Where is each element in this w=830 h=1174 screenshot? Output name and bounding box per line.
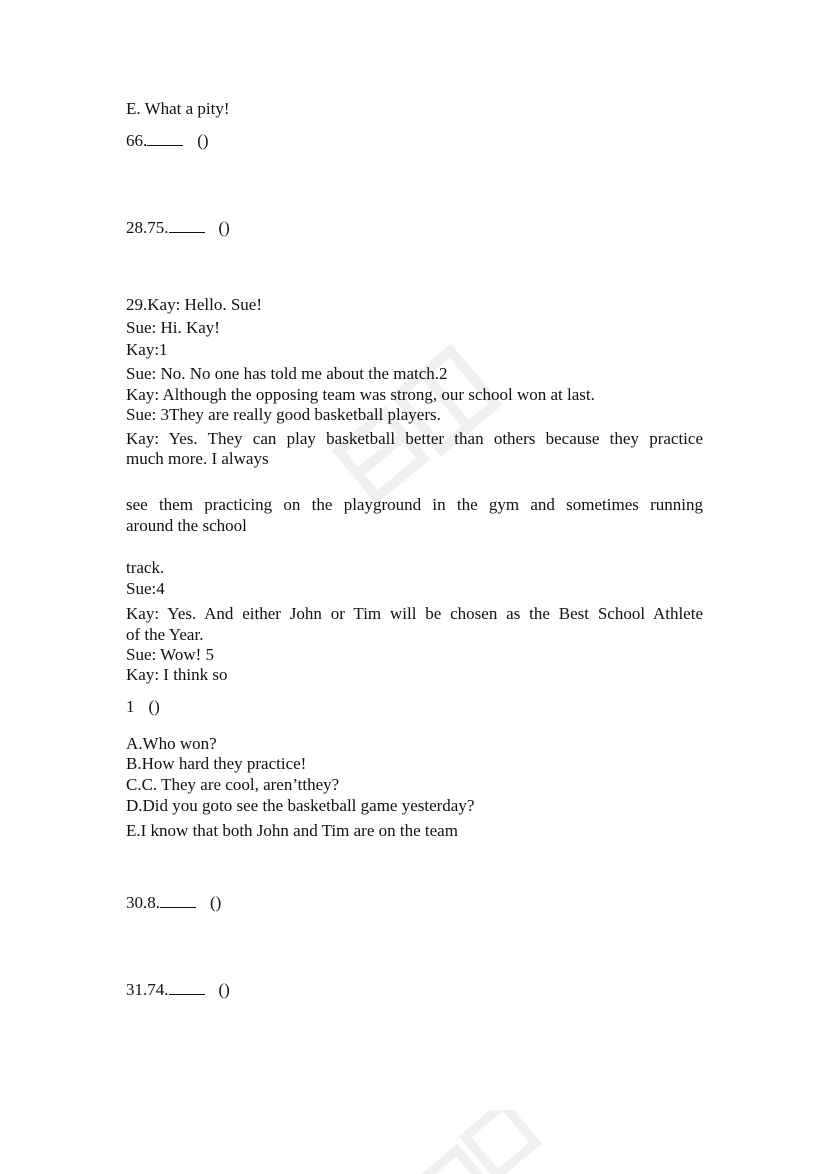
question-1 xyxy=(126,697,160,717)
option-e: E.I know that both John and Tim are on the team xyxy=(126,821,458,840)
dialogue-line: Sue: 3They are really good basketball players. xyxy=(126,405,441,424)
dialogue-line-wrap-b: of the Year. xyxy=(126,625,204,644)
dialogue-line: Sue: Wow! 5 xyxy=(126,645,215,664)
dialogue-line: Sue: No. No one has told me about the match.2 xyxy=(126,364,448,383)
option-e-what-a-pity: E. What a pity! xyxy=(126,99,230,118)
answer-paren: () xyxy=(218,218,230,237)
dialogue-line: Sue: Hi. Kay! xyxy=(126,318,220,337)
dialogue-line: Kay: I think so xyxy=(126,665,228,684)
option-c: C.C. They are cool, aren’tthey? xyxy=(126,775,340,794)
option-a: A.Who won? xyxy=(126,734,217,753)
dialogue-line: Kay:1 xyxy=(126,340,168,359)
answer-paren: () xyxy=(210,893,222,912)
dialogue-line: Kay: Although the opposing team was strong, our school won at last. xyxy=(126,385,595,404)
question-number: 66. xyxy=(126,131,148,150)
answer-blank[interactable] xyxy=(147,131,183,146)
answer-paren: () xyxy=(197,131,209,150)
dialogue-line: Sue:4 xyxy=(126,579,165,598)
option-b: B.How hard they practice! xyxy=(126,754,307,773)
dialogue-line: 29.Kay: Hello. Sue! xyxy=(126,295,262,314)
question-number: 30.8. xyxy=(126,893,160,912)
question-number: 1 xyxy=(126,697,135,716)
dialogue-line-wrap-b: around the school xyxy=(126,516,247,535)
question-28 xyxy=(126,218,230,238)
dialogue-line-wrap-b: much more. I always xyxy=(126,449,269,468)
dialogue-line-wrap-a: see them practicing on the playground in the gym and sometimes running xyxy=(126,495,703,514)
dialogue-line: track. xyxy=(126,558,165,577)
dialogue-line-wrap-a: Kay: Yes. They can play basketball better than others because they practice xyxy=(126,429,703,448)
question-66 xyxy=(126,131,209,151)
answer-paren: () xyxy=(148,697,160,716)
answer-paren: () xyxy=(218,980,230,999)
question-30 xyxy=(126,893,221,913)
watermark-bottom xyxy=(400,1110,560,1174)
answer-blank[interactable] xyxy=(160,893,196,908)
answer-blank[interactable] xyxy=(169,218,205,233)
dialogue-line-wrap-a: Kay: Yes. And either John or Tim will be chosen as the Best School Athlete xyxy=(126,604,703,623)
option-d: D.Did you goto see the basketball game yesterday? xyxy=(126,796,475,815)
question-number: 28.75. xyxy=(126,218,169,237)
answer-blank[interactable] xyxy=(169,980,205,995)
question-31 xyxy=(126,980,230,1000)
question-number: 31.74. xyxy=(126,980,169,999)
